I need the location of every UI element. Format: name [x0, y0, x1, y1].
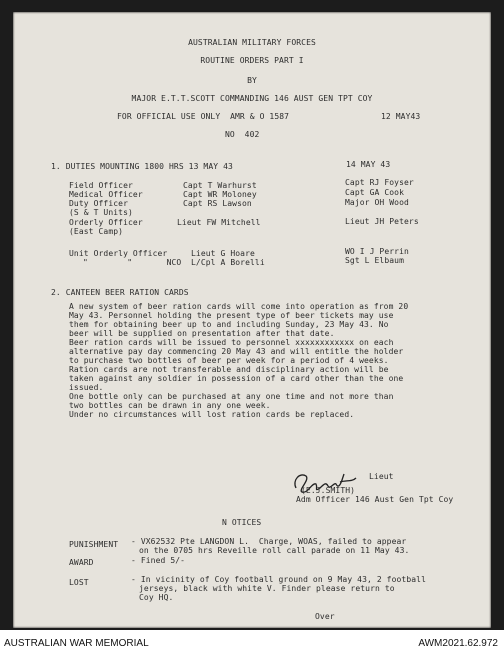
duty-next: Lieut JH Peters: [345, 217, 419, 226]
footer-bar: [0, 630, 504, 653]
duties-next-date: 14 MAY 43: [346, 160, 391, 169]
canteen-line: issued.: [69, 383, 104, 392]
unit-orderly-next: WO I J Perrin: [345, 247, 409, 256]
canteen-line: taken against any soldier in possession of a card other than the one: [69, 374, 404, 383]
header-line-4: MAJOR E.T.T.SCOTT COMMANDING 146 AUST GEN TPT COY: [131, 94, 373, 103]
canteen-line: two bottles can be drawn in any one week.: [69, 401, 271, 410]
document-page: [13, 12, 491, 628]
canteen-line: Beer ration cards will be issued to personnel xxxxxxxxxxxx on each: [69, 338, 394, 347]
duties-heading: 1. DUTIES MOUNTING 1800 HRS 13 MAY 43: [51, 162, 233, 171]
unit-orderly-role: Unit Orderly Officer: [69, 249, 168, 258]
canteen-line: Ration cards are not transferable and disciplinary action will be: [69, 365, 389, 374]
lost-text: Coy HQ.: [139, 593, 174, 602]
duty-role: (S & T Units): [69, 208, 133, 217]
duty-next: Major OH Wood: [345, 198, 409, 207]
duty-name: Capt WR Moloney: [183, 190, 257, 199]
order-number: NO 402: [225, 130, 260, 139]
punishment-text: - VX62532 Pte LANGDON L. Charge, WOAS, failed to appear: [131, 537, 407, 546]
canteen-line: A new system of beer ration cards will come into operation as from 20: [69, 302, 409, 311]
duty-role: (East Camp): [69, 227, 124, 236]
duty-role: Duty Officer: [69, 199, 128, 208]
signature-rank: Lieut: [369, 472, 394, 481]
punishment-label: PUNISHMENT: [69, 540, 119, 549]
header-line-2: ROUTINE ORDERS PART I: [200, 56, 304, 65]
order-date: 12 MAY43: [381, 112, 421, 121]
nco-role: " " NCO: [83, 258, 182, 267]
duty-name: Capt RS Lawson: [183, 199, 252, 208]
duty-next: Capt GA Cook: [345, 188, 404, 197]
lost-text: - In vicinity of Coy football ground on 9 May 43, 2 football: [131, 575, 426, 584]
duty-role: Orderly Officer: [69, 218, 143, 227]
footer-reference: AWM2021.62.972: [418, 638, 498, 649]
duty-role: Field Officer: [69, 181, 133, 190]
notices-heading: N OTICES: [222, 518, 262, 527]
canteen-line: One bottle only can be purchased at any one time and not more than: [69, 392, 394, 401]
over-note: Over: [315, 612, 335, 621]
canteen-line: them for obtaining beer up to and including Sunday, 23 May 43. No: [69, 320, 389, 329]
header-line-1: AUSTRALIAN MILITARY FORCES: [188, 38, 316, 47]
punishment-text: on the 0705 hrs Reveille roll call parade on 11 May 43.: [139, 546, 410, 555]
duty-next: Capt RJ Foyser: [345, 178, 414, 187]
header-line-3: BY: [247, 76, 257, 85]
canteen-line: May 43. Personnel holding the present type of beer tickets may use: [69, 311, 394, 320]
official-use-line: FOR OFFICIAL USE ONLY AMR & O 1587: [117, 112, 290, 121]
canteen-line: to purchase two bottles of beer per week for a period of 4 weeks.: [69, 356, 389, 365]
lost-label: LOST: [69, 578, 89, 587]
nco-next: Sgt L Elbaum: [345, 256, 404, 265]
duty-name: Capt T Warhurst: [183, 181, 257, 190]
award-label: AWARD: [69, 558, 94, 567]
unit-orderly-name: Lieut G Hoare: [191, 249, 255, 258]
footer-credit: AUSTRALIAN WAR MEMORIAL: [4, 638, 149, 649]
canteen-line: beer will be supplied on presentation after that date.: [69, 329, 335, 338]
canteen-line: Under no circumstances will lost ration cards be replaced.: [69, 410, 355, 419]
signature-name: (E.J.SMITH): [301, 486, 356, 495]
award-text: - Fined 5/-: [131, 556, 186, 565]
canteen-heading: 2. CANTEEN BEER RATION CARDS: [51, 288, 189, 297]
nco-name: L/Cpl A Borelli: [191, 258, 265, 267]
duty-name: Lieut FW Mitchell: [177, 218, 261, 227]
lost-text: jerseys, black with white V. Finder please return to: [139, 584, 395, 593]
duty-role: Medical Officer: [69, 190, 143, 199]
signature-title: Adm Officer 146 Aust Gen Tpt Coy: [296, 495, 454, 504]
canteen-line: alternative pay day commencing 20 May 43 and will entitle the holder: [69, 347, 404, 356]
